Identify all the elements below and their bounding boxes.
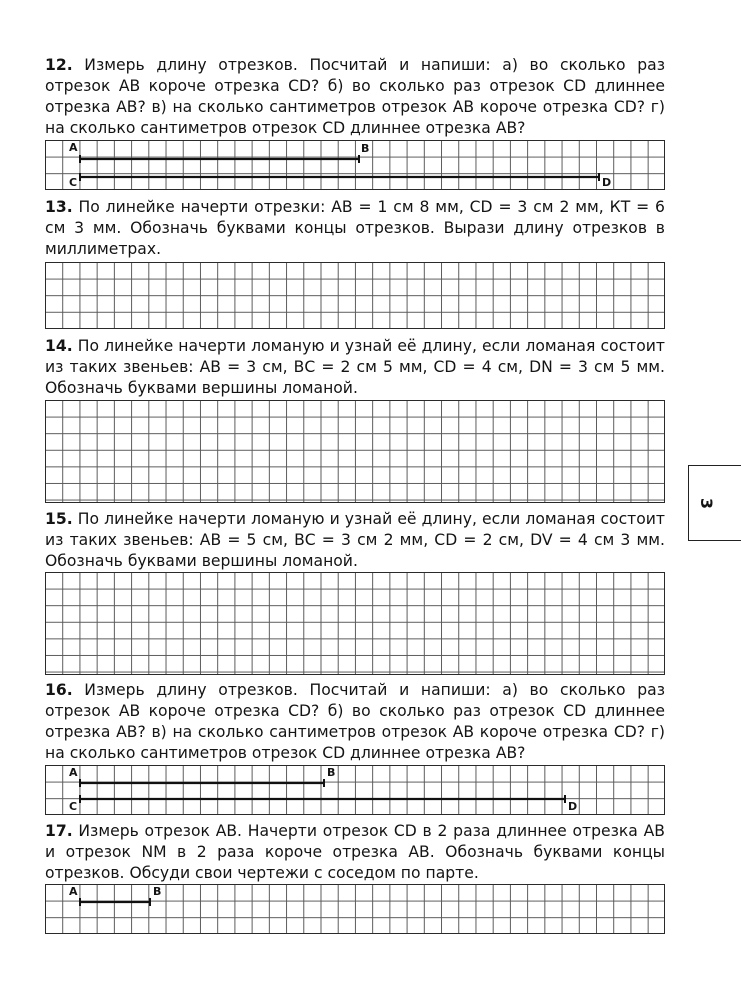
task-12 <box>45 55 665 139</box>
segment-ab <box>80 779 324 787</box>
task-text: По линейке начерти отрезки: АВ = 1 см 8 мм, CD = 3 см 2 мм, КТ = 6 см 3 мм. Обозначь буквами концы отрезков. Вырази длину отрезков в миллиметрах. <box>45 198 665 258</box>
answer-grid-15 <box>45 572 665 675</box>
point-label-c: С <box>69 176 78 189</box>
task-text: Измерь длину отрезков. Посчитай и напиши: а) во сколько раз отрезок АВ короче отрезка CD? б) во сколько раз отрезок CD длиннее отрезка АВ? в) на сколько сантиметров отрезок АВ короче отрезка CD? г) на сколько сантиметров отрезок CD длиннее отрезка АВ? <box>45 56 665 137</box>
task-number: 13. <box>45 198 73 216</box>
task-15 <box>45 509 665 572</box>
segments-17 <box>46 885 666 935</box>
segment-ab <box>80 155 359 163</box>
task-number: 16. <box>45 681 73 699</box>
task-13 <box>45 197 665 260</box>
page-number: 3 <box>697 497 717 510</box>
task-number: 15. <box>45 510 73 528</box>
point-label-d: D <box>568 800 578 813</box>
task-number: 17. <box>45 822 73 840</box>
task-text: По линейке начерти ломаную и узнай её длину, если ломаная состоит из таких звеньев: АВ = 5 см, ВС = 3 см 2 мм, CD = 2 см, DV = 4 см 3 мм. Обозначь буквами вершины ломаной. <box>45 510 665 570</box>
segment-ab <box>80 898 150 906</box>
segment-cd <box>80 795 565 803</box>
point-label-b: В <box>327 766 336 779</box>
task-17 <box>45 821 665 884</box>
task-text: Измерь длину отрезков. Посчитай и напиши: а) во сколько раз отрезок АВ короче отрезка CD? б) во сколько раз отрезок CD длиннее отрезка АВ? в) на сколько сантиметров отрезок АВ короче отрезка CD? г) на сколько сантиметров отрезок CD длиннее отрезка АВ? <box>45 681 665 762</box>
answer-grid-13 <box>45 262 665 329</box>
task-text: Измерь отрезок АВ. Начерти отрезок CD в 2 раза длиннее отрезка АВ и отрезок NM в 2 раза короче отрезка АВ. Обозначь буквами концы отрезков. Обсуди свои чертежи с соседом по парте. <box>45 822 665 882</box>
point-label-c: С <box>69 800 78 813</box>
segment-cd <box>80 173 599 181</box>
answer-grid-12 <box>45 140 665 190</box>
point-label-b: В <box>361 142 370 155</box>
task-16 <box>45 680 665 764</box>
point-label-d: D <box>602 176 612 189</box>
point-label-a: А <box>69 766 78 779</box>
page-number-tab <box>688 465 741 541</box>
point-label-a: А <box>69 141 78 154</box>
segments-12 <box>46 141 666 191</box>
point-label-b: В <box>153 885 162 898</box>
answer-grid-16 <box>45 765 665 815</box>
answer-grid-14 <box>45 400 665 503</box>
task-14 <box>45 336 665 399</box>
task-number: 12. <box>45 56 73 74</box>
task-number: 14. <box>45 337 73 355</box>
answer-grid-17 <box>45 884 665 934</box>
task-text: По линейке начерти ломаную и узнай её длину, если ломаная состоит из таких звеньев: АВ = 3 см, ВС = 2 см 5 мм, CD = 4 см, DN = 3 см 5 мм. Обозначь буквами вершины ломаной. <box>45 337 665 397</box>
point-label-a: А <box>69 885 78 898</box>
